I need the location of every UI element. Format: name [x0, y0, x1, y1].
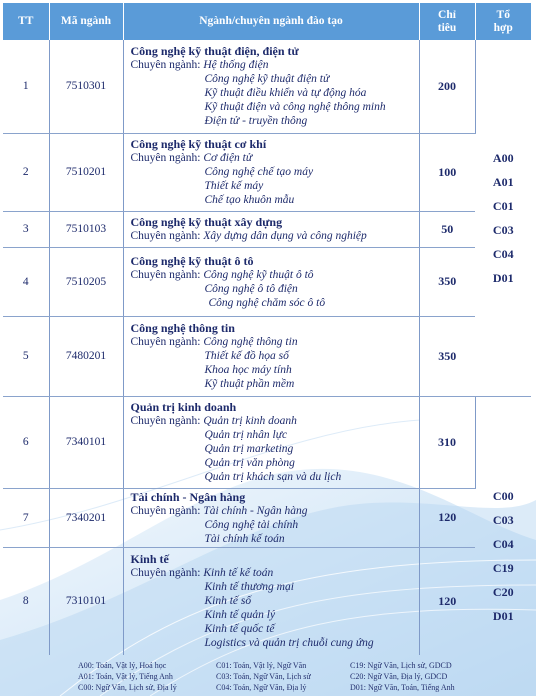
row-quota: 50: [419, 211, 475, 247]
specialization: Xây dựng dân dụng và công nghiệp: [203, 230, 367, 242]
specialization: Công nghệ tài chính: [204, 518, 299, 531]
legend-item: C04: Toán, Ngữ Văn, Địa lý: [216, 683, 307, 692]
specialization: Hệ thống điện: [203, 59, 269, 72]
combo-code: C01: [492, 198, 514, 213]
specialization-label: Chuyên ngành:: [130, 268, 201, 281]
header-combo: Tổ hợp: [475, 3, 531, 40]
admission-table: [3, 3, 531, 655]
combo-group-2: [475, 396, 531, 655]
table-row: [3, 247, 531, 316]
row-major: [123, 40, 419, 133]
combo-code: A01: [492, 174, 514, 189]
row-major: [123, 211, 419, 247]
specialization: Cơ điện tử: [203, 152, 253, 164]
header-code: Mã ngành: [49, 3, 123, 40]
specialization: Thiết kế máy: [204, 180, 264, 192]
specialization: Kỹ thuật điều khiển và tự động hóa: [204, 87, 367, 100]
combo-code: D01: [492, 270, 514, 285]
legend-item: C00: Ngữ Văn, Lịch sử, Địa lý: [78, 683, 177, 692]
table-row: [3, 211, 531, 247]
combo-code: C03: [492, 512, 514, 527]
specialization: Chế tạo khuôn mẫu: [204, 194, 295, 206]
specialization: Công nghệ thông tin: [203, 336, 298, 348]
table-row: [3, 488, 531, 547]
combo-code: C00: [492, 488, 514, 503]
row-code: 7310101: [49, 547, 123, 655]
specialization: Thiết kế đồ họa số: [204, 350, 289, 362]
specialization: Quản trị marketing: [204, 443, 294, 455]
combo-legend: [0, 657, 536, 696]
combo-code: C04: [492, 246, 514, 261]
row-quota: 310: [419, 396, 475, 488]
row-tt: 1: [3, 40, 49, 133]
major-name: Công nghệ kỹ thuật cơ khí: [130, 137, 267, 151]
specialization: Công nghệ kỹ thuật điện tử: [204, 73, 330, 86]
table-row: [3, 547, 531, 655]
row-quota: 350: [419, 316, 475, 396]
specialization: Công nghệ chăm sóc ô tô: [208, 296, 326, 309]
row-tt: 3: [3, 211, 49, 247]
specialization: Kinh tế thương mại: [204, 581, 294, 594]
row-tt: 2: [3, 133, 49, 211]
row-code: 7510205: [49, 247, 123, 316]
table-header-row: [3, 3, 531, 40]
legend-item: C01: Toán, Vật lý, Ngữ Văn: [216, 661, 307, 670]
row-tt: 5: [3, 316, 49, 396]
row-major: [123, 547, 419, 655]
row-major: [123, 488, 419, 547]
major-name: Công nghệ kỹ thuật điện, điện tử: [130, 44, 299, 59]
specialization: Kinh tế số: [204, 595, 252, 608]
specialization: Kinh tế quốc tế: [204, 623, 275, 636]
specialization-label: Chuyên ngành:: [130, 230, 201, 242]
row-quota: 100: [419, 133, 475, 211]
combo-group-1: [475, 40, 531, 396]
row-code: 7480201: [49, 316, 123, 396]
row-major: [123, 133, 419, 211]
combo-code: C04: [492, 536, 514, 551]
specialization: Tài chính kế toán: [204, 532, 285, 545]
specialization: Công nghệ ô tô điện: [204, 282, 298, 295]
specialization-label: Chuyên ngành:: [130, 567, 201, 580]
legend-item: C03: Toán, Ngữ Văn, Lịch sử: [216, 672, 311, 681]
row-tt: 6: [3, 396, 49, 488]
row-code: 7510301: [49, 40, 123, 133]
legend-item: A01: Toán, Vật lý, Tiếng Anh: [78, 672, 173, 681]
specialization: Khoa học máy tính: [204, 364, 292, 376]
row-major: [123, 396, 419, 488]
row-quota: 200: [419, 40, 475, 133]
specialization: Quản trị nhân lực: [204, 429, 288, 441]
row-tt: 8: [3, 547, 49, 655]
specialization: Công nghệ chế tạo máy: [204, 166, 314, 178]
row-quota: 120: [438, 593, 457, 608]
specialization-label: Chuyên ngành:: [130, 152, 201, 164]
combo-code: C20: [492, 584, 514, 599]
table-row: [3, 396, 531, 488]
combo-code: C03: [492, 222, 514, 237]
specialization: Công nghệ kỹ thuật ô tô: [203, 268, 314, 281]
specialization-label: Chuyên ngành:: [130, 59, 201, 72]
header-major: Ngành/chuyên ngành đào tạo: [123, 3, 419, 40]
specialization: Điện tử - truyền thông: [204, 115, 308, 128]
major-name: Công nghệ kỹ thuật xây dựng: [130, 215, 283, 229]
legend-item: D01: Ngữ Văn, Toán, Tiếng Anh: [350, 683, 455, 692]
row-code: 7340201: [49, 488, 123, 547]
row-tt: 4: [3, 247, 49, 316]
row-code: 7510103: [49, 211, 123, 247]
specialization-label: Chuyên ngành:: [130, 504, 201, 517]
table-row: [3, 40, 531, 133]
legend-item: C20: Ngữ Văn, Địa lý, GDCD: [350, 672, 448, 681]
table-row: [3, 316, 531, 396]
combo-code: C19: [492, 560, 514, 575]
row-code: 7340101: [49, 396, 123, 488]
combo-code: D01: [492, 608, 514, 623]
major-name: Kinh tế: [130, 552, 169, 567]
specialization: Kỹ thuật phần mềm: [204, 378, 295, 390]
specialization: Logistics và quản trị chuỗi cung ứng: [204, 637, 374, 650]
specialization: Quản trị văn phòng: [204, 457, 295, 469]
row-major: [123, 316, 419, 396]
specialization: Tài chính - Ngân hàng: [203, 504, 308, 517]
row-code: 7510201: [49, 133, 123, 211]
table-row: [3, 133, 531, 211]
major-name: Quản trị kinh doanh: [130, 400, 237, 414]
major-name: Tài chính - Ngân hàng: [130, 489, 246, 504]
major-name: Công nghệ kỹ thuật ô tô: [130, 253, 254, 268]
row-major: [123, 247, 419, 316]
specialization: Kinh tế quản lý: [204, 609, 276, 622]
specialization-label: Chuyên ngành:: [130, 336, 201, 348]
row-quota: 120: [419, 488, 475, 547]
specialization: Kỹ thuật điện và công nghệ thông minh: [204, 101, 386, 114]
row-tt: 7: [3, 488, 49, 547]
specialization-label: Chuyên ngành:: [130, 415, 201, 427]
header-tt: TT: [3, 3, 49, 40]
row-quota: 350: [419, 247, 475, 316]
legend-item: A00: Toán, Vật lý, Hoá học: [78, 661, 167, 670]
header-quota: Chỉ tiêu: [419, 3, 475, 40]
legend-item: C19: Ngữ Văn, Lịch sử, GDCD: [350, 661, 452, 670]
specialization: Quản trị khách sạn và du lịch: [204, 471, 342, 483]
major-name: Công nghệ thông tin: [130, 321, 235, 335]
combo-code: A00: [492, 150, 514, 165]
specialization: Kinh tế kế toán: [203, 567, 274, 580]
specialization: Quản trị kinh doanh: [203, 415, 297, 427]
